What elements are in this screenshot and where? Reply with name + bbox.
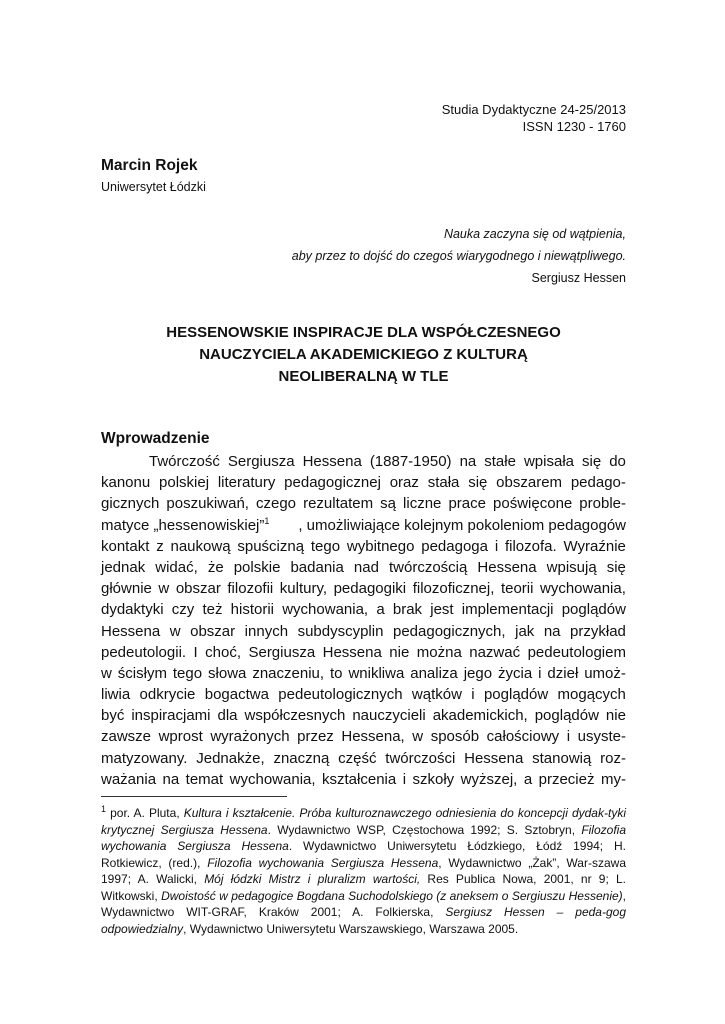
word: kontakt <box>101 537 150 555</box>
word: to <box>329 664 343 682</box>
word: pedago- <box>570 474 626 492</box>
word: są <box>380 495 396 513</box>
body-line <box>101 557 626 578</box>
word: pedagoga <box>421 537 488 555</box>
word: liczne <box>403 495 442 513</box>
word: sposób <box>430 728 480 746</box>
word: widać, <box>155 558 198 576</box>
word: poglądów <box>483 686 549 704</box>
word: przez <box>297 728 334 746</box>
word: jak <box>515 622 535 640</box>
word: jego <box>463 664 493 682</box>
journal-issn: ISSN 1230 - 1760 <box>522 119 626 134</box>
word: choć, <box>205 643 242 661</box>
word: filozofii <box>227 580 274 598</box>
word: tego <box>172 664 203 682</box>
word: obszarem <box>496 474 563 492</box>
word: pedeutologiem <box>527 643 626 661</box>
word: całościowy <box>486 728 560 746</box>
epigraph-attribution: Sergiusz Hessen <box>531 271 626 285</box>
word: kultury, <box>279 580 328 598</box>
word: i <box>471 686 475 704</box>
section-heading: Wprowadzenie <box>101 430 210 447</box>
word: (1887-1950) <box>369 453 452 470</box>
word: się <box>606 558 626 576</box>
title-line: HESSENOWSKIE INSPIRACJE DLA WSPÓŁCZESNEGO <box>166 324 561 341</box>
word: stanowią <box>532 749 592 767</box>
word: ścisłym <box>117 664 167 682</box>
word: Hessena <box>477 558 537 576</box>
body-line <box>101 769 626 790</box>
word: się <box>468 474 488 492</box>
word: odkrycie <box>139 686 196 704</box>
word: mogących <box>557 686 626 704</box>
word: nazwać <box>469 643 521 661</box>
word: wnikliwa <box>348 664 405 682</box>
word: pedagogicznych, <box>392 622 506 640</box>
word: liwia <box>101 686 131 704</box>
word: prace <box>448 495 486 513</box>
body-line <box>101 684 626 705</box>
word: poszukiwań, <box>166 495 249 513</box>
footnote-number: 1 <box>101 804 107 814</box>
word: nad <box>353 558 379 576</box>
title-line: NAUCZYCIELA AKADEMICKIEGO Z KULTURĄ <box>199 346 528 363</box>
word: subdyscyplin <box>297 622 384 640</box>
body-line-start: matyce „hessenowiskiej”$^1$ <box>101 515 270 534</box>
body-line-end: , umożliwiające kolejnym pokoleniom pedagogów <box>298 516 626 534</box>
word: też <box>202 601 223 619</box>
epigraph-line: aby przez to dojść do czegoś wiarygodnego i niewątpliwego. <box>291 249 626 263</box>
body-line <box>101 642 626 663</box>
word: twórczością <box>388 558 468 576</box>
word: implementacji <box>461 601 554 619</box>
word: Sergiusza <box>248 643 316 661</box>
body-line <box>101 493 626 514</box>
word: nie <box>389 643 410 661</box>
word: rezultatem <box>303 495 374 513</box>
word: innych <box>244 622 289 640</box>
word: roz- <box>600 749 626 767</box>
word: szkoły <box>412 770 455 788</box>
journal-title: Studia Dydaktyczne 24-25/2013 <box>441 102 626 117</box>
word: polskie <box>233 558 281 576</box>
word: i <box>494 537 499 555</box>
word: a <box>523 770 533 788</box>
word: poglądów <box>561 601 626 619</box>
word: a <box>376 601 385 619</box>
word: wyższej, <box>460 770 518 788</box>
footnote: $^1$ por. A. Pluta, Kultura i kształcenie. Próba kulturoznawczego odniesienia do koncepcji dydak-tyki krytycznej Sergiusza Hessena. Wydawnictwo WSP, Częstochowa 1992; S. Sztobryn, Filozofia wychowania Sergiusza Hessena. Wydawnictwo Uniwersytetu Łódzkiego, Łódź 1994; H. Rotkiewicz, (red.), Filozofia wychowania Sergiusza Hessena, Wydawnictwo „Żak”, War-szawa 1997; A. Walicki, Mój łódzki Mistrz i pluralizm wartości, Res Publica Nowa, 2001, nr 9; L. Witkowski, Dwoistość w pedagogice Bogdana Suchodolskiego (z aneksem o Sergiuszu Hessenie), Wydawnictwo WIT-GRAF, Kraków 2001; A. Folkierska, Sergiusz Hessen – peda-gog odpowiedzialny, Wydawnictwo Uniwersytetu Warszawskiego, Warszawa 2005. <box>101 804 627 936</box>
word: Hessena <box>101 622 161 640</box>
body-line <box>101 472 626 493</box>
word: literatury <box>217 474 276 492</box>
word: wątków <box>411 686 462 704</box>
word: jednak <box>101 558 146 576</box>
word: i <box>538 664 542 682</box>
word: dla <box>217 707 238 725</box>
footnote-divider <box>101 796 287 797</box>
body-line <box>101 599 626 620</box>
body-line <box>101 451 626 472</box>
word: nauczycieli <box>352 707 426 725</box>
word: w <box>101 664 112 682</box>
word: I <box>193 643 198 661</box>
word: znaczeniu, <box>252 664 325 682</box>
body-line <box>101 578 626 599</box>
word: głównie <box>101 580 152 598</box>
body-paragraph <box>101 451 626 790</box>
word: bogactwa <box>204 686 269 704</box>
title-line: NEOLIBERALNĄ W TLE <box>278 368 449 385</box>
body-line <box>101 726 626 747</box>
word: inspiracjami <box>131 707 211 725</box>
word: tego <box>310 537 341 555</box>
word: ważania <box>101 770 157 788</box>
word: Hessena, <box>341 728 405 746</box>
word: Sergiusza <box>227 453 295 470</box>
word: twórczości <box>385 749 456 767</box>
word: czy <box>171 601 195 619</box>
word: poglądów <box>534 707 599 725</box>
word: część <box>338 749 377 767</box>
word: poświęcone <box>493 495 573 513</box>
word: i <box>402 770 407 788</box>
word: teorii <box>500 580 534 598</box>
word: Jednakże, <box>196 749 265 767</box>
epigraph <box>292 223 626 289</box>
word: akademickich, <box>432 707 528 725</box>
epigraph-line: Nauka zaczyna się od wątpienia, <box>443 227 626 241</box>
word: stałe <box>484 453 516 470</box>
word: analiza <box>410 664 458 682</box>
word: wychowania, <box>282 601 369 619</box>
word: proble- <box>579 495 626 513</box>
word: do <box>609 453 626 470</box>
word: wybitnego <box>346 537 415 555</box>
word: pedagogiki <box>333 580 407 598</box>
word: badania <box>290 558 344 576</box>
word: wpisała <box>523 453 574 470</box>
body-line <box>101 663 626 684</box>
word: można <box>416 643 462 661</box>
body-line <box>101 536 626 557</box>
word: polskiej <box>159 474 210 492</box>
body-line <box>101 705 626 726</box>
word: umoż- <box>584 664 626 682</box>
word: dydaktyki <box>101 601 164 619</box>
word: historii <box>230 601 275 619</box>
word: życia <box>498 664 533 682</box>
word: spuścizną <box>237 537 305 555</box>
word: zawsze <box>101 728 152 746</box>
word: na <box>459 453 477 470</box>
word: się <box>582 453 602 470</box>
word: w <box>412 728 424 746</box>
word: na <box>162 770 180 788</box>
word: być <box>101 707 125 725</box>
word: usyste- <box>577 728 626 746</box>
word: filozofa. <box>504 537 557 555</box>
footnote-ref[interactable]: 1 <box>264 515 270 526</box>
word: filozoficznej, <box>412 580 495 598</box>
word: naukową <box>170 537 231 555</box>
body-line <box>101 515 626 536</box>
word: pedagogicznej <box>284 474 381 492</box>
word: czego <box>256 495 297 513</box>
word: słowa <box>208 664 247 682</box>
word: obszar <box>175 580 221 598</box>
word: Hessena <box>302 453 362 470</box>
word: temat <box>185 770 224 788</box>
word: stała <box>427 474 460 492</box>
word: pedeutologicznych <box>278 686 403 704</box>
word: Hessena <box>464 749 524 767</box>
journal-header <box>442 101 626 135</box>
author-affiliation: Uniwersytet Łódzki <box>101 180 206 194</box>
word: obszar <box>190 622 236 640</box>
word: my- <box>600 770 626 788</box>
word: na <box>543 622 561 640</box>
author-name: Marcin Rojek <box>101 157 198 174</box>
word: matyzowany. <box>101 749 188 767</box>
word: wychowania, <box>540 580 626 598</box>
word: oraz <box>389 474 419 492</box>
word: współczesnych <box>244 707 346 725</box>
word: pedeutologii. <box>101 643 187 661</box>
word: nie <box>605 707 626 725</box>
word: i <box>566 728 571 746</box>
word: Twórczość <box>149 453 220 470</box>
word: że <box>207 558 224 576</box>
word: wychowania, <box>229 770 316 788</box>
word: dzieł <box>547 664 579 682</box>
word: w <box>158 580 170 598</box>
body-line <box>101 748 626 769</box>
word: brak <box>392 601 423 619</box>
article-title <box>101 322 626 388</box>
word: jest <box>430 601 454 619</box>
word: wyrażonych <box>210 728 290 746</box>
word: wprost <box>158 728 203 746</box>
word: przecież <box>538 770 595 788</box>
word: gicznych <box>101 495 160 513</box>
word: wpisują <box>546 558 597 576</box>
word: w <box>169 622 181 640</box>
word: przykład <box>570 622 626 640</box>
word: kształcenia <box>322 770 397 788</box>
body-line <box>101 621 626 642</box>
word: znaczną <box>273 749 330 767</box>
word: Wyraźnie <box>563 537 626 555</box>
word: Hessena <box>322 643 382 661</box>
word: z <box>156 537 164 555</box>
word: kanonu <box>101 474 151 492</box>
